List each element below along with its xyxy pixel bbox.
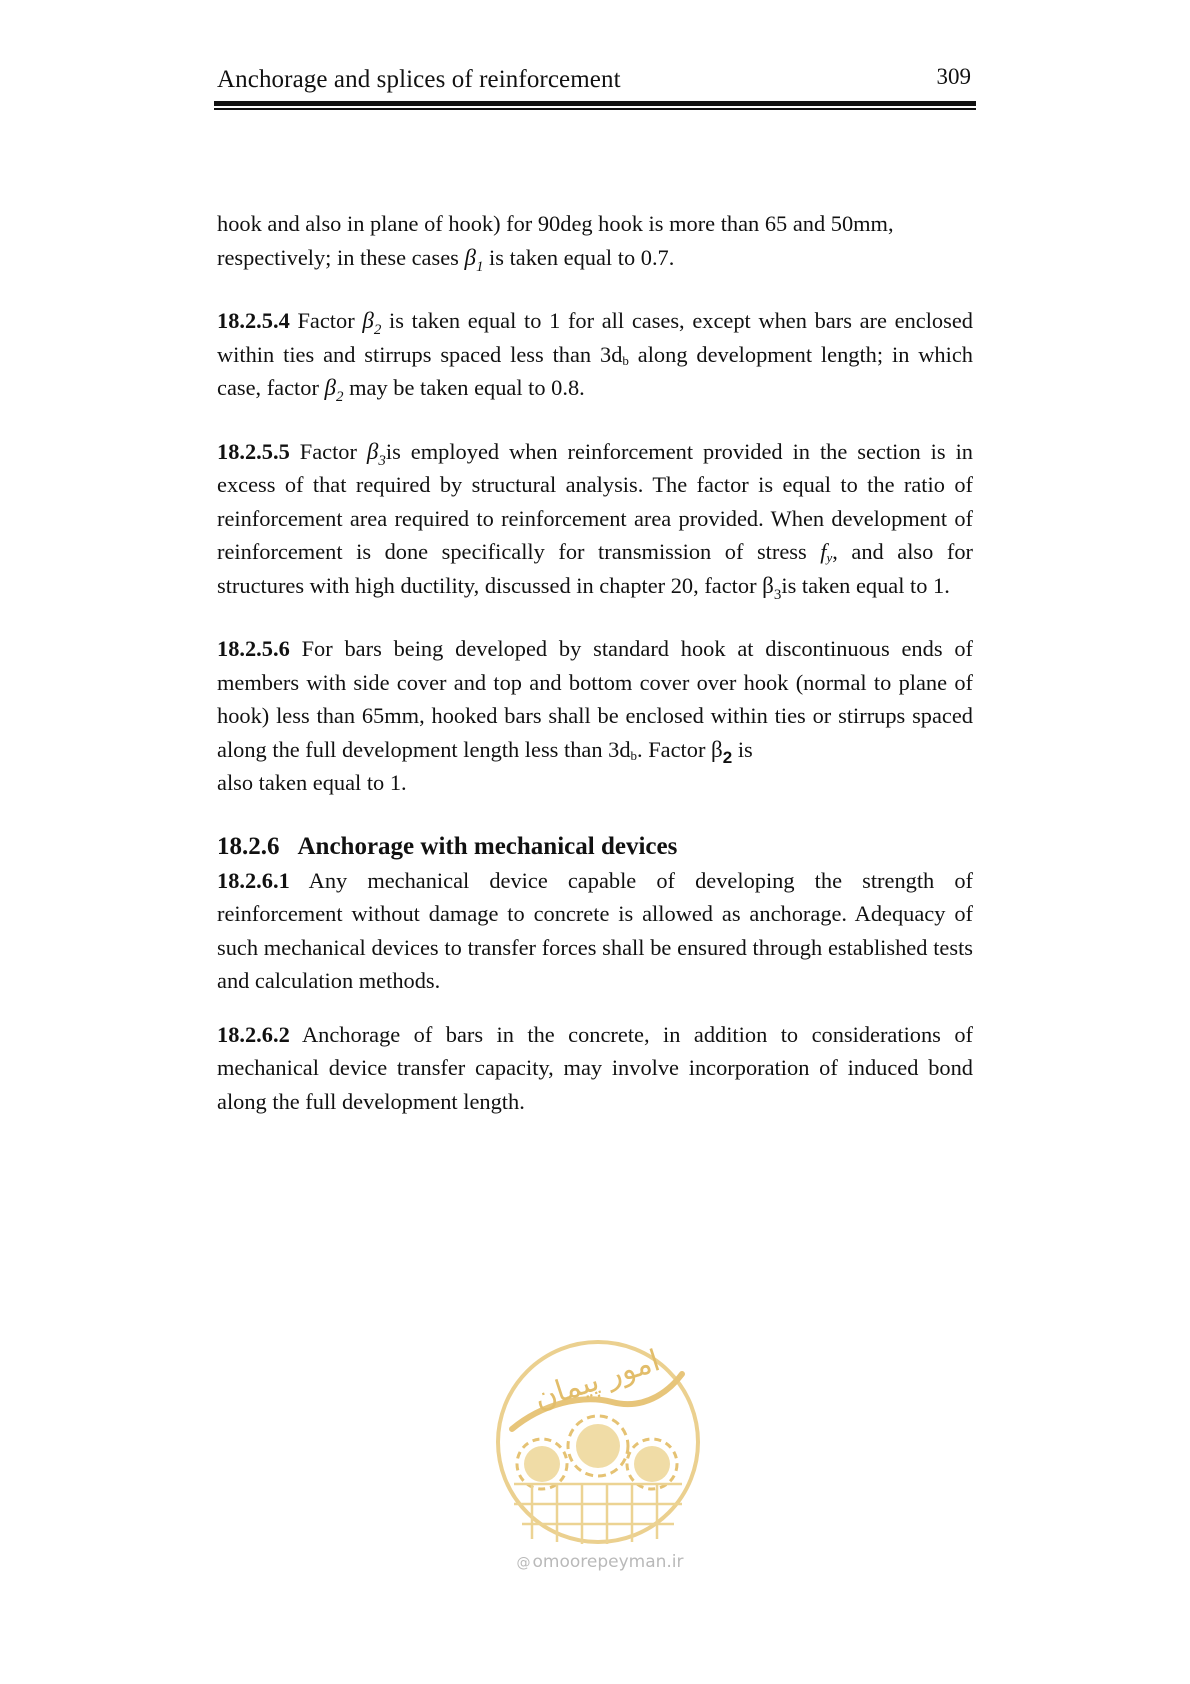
- clause-number: 18.2.6.1: [217, 867, 290, 893]
- header-rule-thin: [214, 108, 976, 110]
- beta-2-symbol: $\beta_2$: [711, 736, 733, 767]
- watermark-url: @ omoorepeyman.ir: [516, 1552, 684, 1572]
- clause-number: 18.2.5.4: [217, 308, 290, 333]
- beta-3-symbol: $\beta_3$: [762, 572, 782, 603]
- section-number: 18.2.6: [217, 832, 280, 860]
- at-icon: @: [516, 1555, 531, 1571]
- clause-number: 18.2.6.2: [217, 1021, 290, 1047]
- running-header: [217, 62, 975, 102]
- paragraph-continuation: hook and also in plane of hook) for 90deg hook is more than 65 and 50mm, respectively; in these cases $\beta_1$ is taken equal to 0.7.: [217, 211, 894, 275]
- clause-18-2-6-2: 18.2.6.2 Anchorage of bars in the concrete, in addition to considerations of mechanical device transfer capacity, may involve incorporation of induced bond along the full development length.: [217, 1021, 973, 1114]
- clause-number: 18.2.5.6: [217, 636, 290, 661]
- section-title: Anchorage with mechanical devices: [297, 832, 678, 860]
- beta-1-symbol: $\beta_1$: [464, 244, 484, 275]
- header-rule-thick: [214, 101, 976, 106]
- beta-2-symbol: $\beta_2$: [324, 375, 344, 405]
- clause-18-2-5-5: 18.2.5.5 Factor $\beta_3is$ employed when reinforcement provided in the section is in excess of that required by structural analysis. The factor is equal to the ratio of reinforcement area required to reinforcement area provided. When development of reinforcement is done specifically for transmission of stress fy, and also for structures with high ductility, discussed in chapter 20, factor $\beta_3is$ taken equal to 1.: [217, 438, 973, 603]
- clause-18-2-6-1: 18.2.6.1 Any mechanical device capable of developing the strength of reinforcement without damage to concrete is allowed as anchorage. Adequacy of such mechanical devices to transfer forces shall be ensured through established tests and calculation methods.: [217, 867, 973, 993]
- beta-2-symbol: $\beta_2$: [362, 308, 382, 338]
- beta-3-symbol: $\beta_3$: [366, 438, 386, 469]
- watermark-logo: [492, 1334, 704, 1549]
- clause-18-2-5-6: 18.2.5.6 For bars being developed by standard hook at discontinuous ends of members with side cover and top and bottom cover over hook (normal to plane of hook) less than 65mm, hooked bars shall be enclosed within ties or stirrups spaced along the full development length less than 3db. Factor $\beta_2$ is also taken equal to 1.: [217, 636, 973, 795]
- page-number: 309: [936, 64, 971, 89]
- section-heading: [217, 830, 973, 864]
- page-body: [217, 207, 973, 1118]
- clause-18-2-5-4: 18.2.5.4 Factor $\beta_2$ is taken equal to 1 for all cases, except when bars are enclosed within ties and stirrups spaced less than 3db along development length; in which case, factor $\beta_2$ may be taken equal to 0.8.: [217, 308, 973, 405]
- logo-script: امور پیمان: [529, 1343, 665, 1417]
- fy-symbol: fy: [820, 539, 833, 565]
- running-header-title: Anchorage and splices of reinforcement: [217, 66, 621, 93]
- clause-number: 18.2.5.5: [217, 438, 290, 464]
